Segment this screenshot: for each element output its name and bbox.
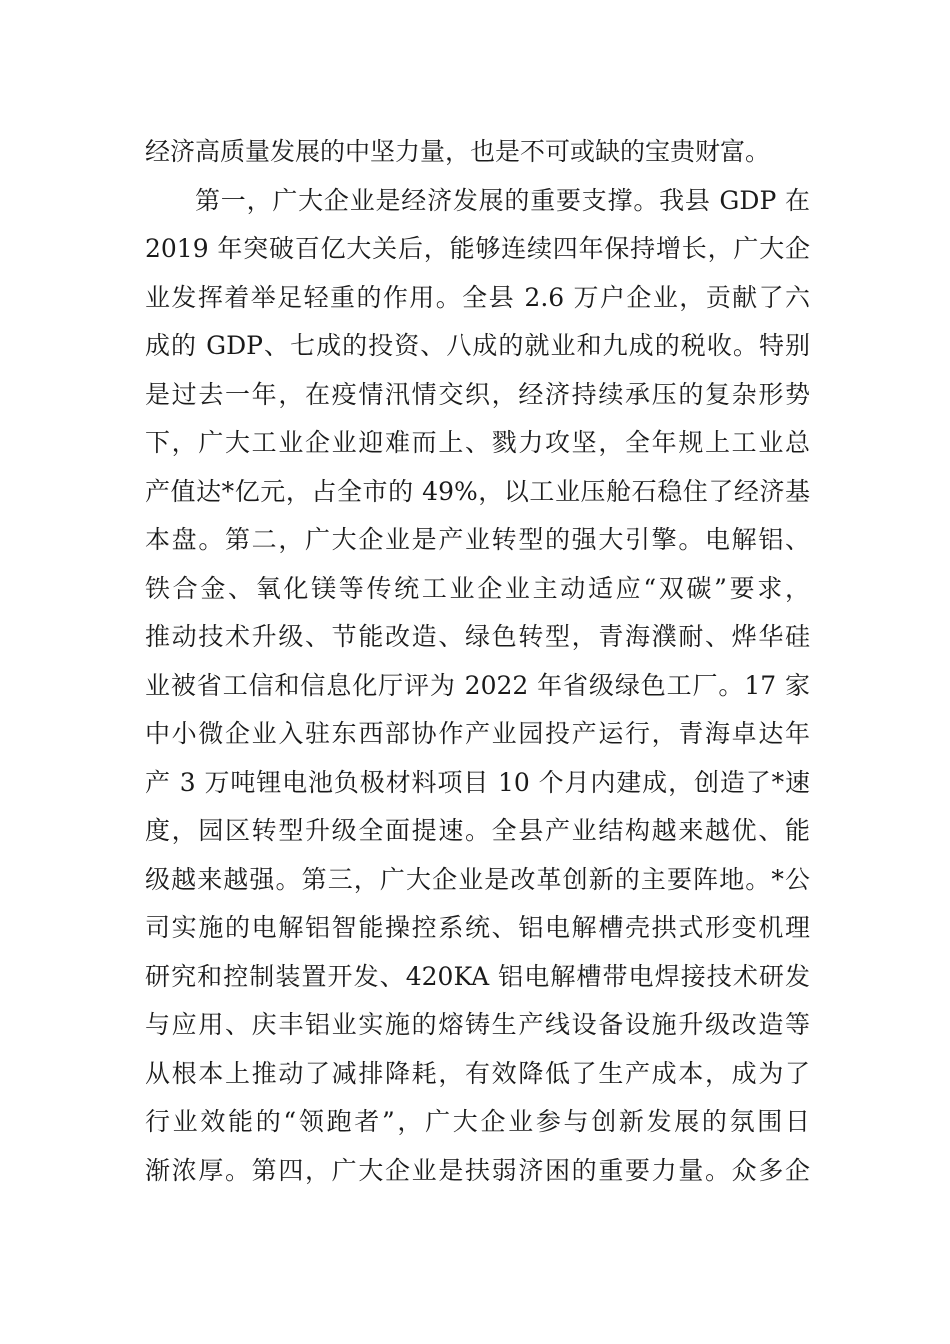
text-line: 铁合金、氧化镁等传统工业企业主动适应“双碳”要求， <box>145 573 810 603</box>
text-line: 行业效能的“领跑者”，广大企业参与创新发展的氛围日 <box>145 1107 810 1136</box>
text-line: 第一，广大企业是经济发展的重要支撑。我县 GDP 在 <box>195 185 810 215</box>
text-line: 产值达*亿元，占全市的 49%，以工业压舱石稳住了经济基 <box>145 476 810 506</box>
text-line: 2019 年突破百亿大关后，能够连续四年保持增长，广大企 <box>145 234 810 263</box>
text-line: 是过去一年，在疫情汛情交织，经济持续承压的复杂形势 <box>145 379 810 409</box>
text-line: 经济高质量发展的中坚力量，也是不可或缺的宝贵财富。 <box>145 137 771 166</box>
text-line: 从根本上推动了减排降耗，有效降低了生产成本，成为了 <box>145 1058 810 1088</box>
text-line: 本盘。第二，广大企业是产业转型的强大引擎。电解铝、 <box>145 525 810 554</box>
text-line: 研究和控制装置开发、420KA 铝电解槽带电焊接技术研发 <box>145 961 810 991</box>
text-line: 与应用、庆丰铝业实施的熔铸生产线设备设施升级改造等 <box>145 1010 810 1039</box>
text-line: 中小微企业入驻东西部协作产业园投产运行，青海卓达年 <box>145 719 810 748</box>
text-line: 业发挥着举足轻重的作用。全县 2.6 万户企业，贡献了六 <box>145 282 810 312</box>
text-line: 产 3 万吨锂电池负极材料项目 10 个月内建成，创造了*速 <box>145 767 810 797</box>
text-line: 推动技术升级、节能改造、绿色转型，青海濮耐、烨华硅 <box>145 622 810 651</box>
text-line: 渐浓厚。第四，广大企业是扶弱济困的重要力量。众多企 <box>145 1155 810 1185</box>
text-line: 司实施的电解铝智能操控系统、铝电解槽壳拱式形变机理 <box>145 913 810 942</box>
text-line: 级越来越强。第三，广大企业是改革创新的主要阵地。*公 <box>145 864 810 894</box>
text-line: 度，园区转型升级全面提速。全县产业结构越来越优、能 <box>145 816 810 845</box>
body-text <box>145 128 810 1195</box>
text-line: 下，广大工业企业迎难而上、戮力攻坚，全年规上工业总 <box>145 428 810 457</box>
text-line: 业被省工信和信息化厅评为 2022 年省级绿色工厂。17 家 <box>145 670 810 700</box>
text-line: 成的 GDP、七成的投资、八成的就业和九成的税收。特别 <box>145 331 810 360</box>
